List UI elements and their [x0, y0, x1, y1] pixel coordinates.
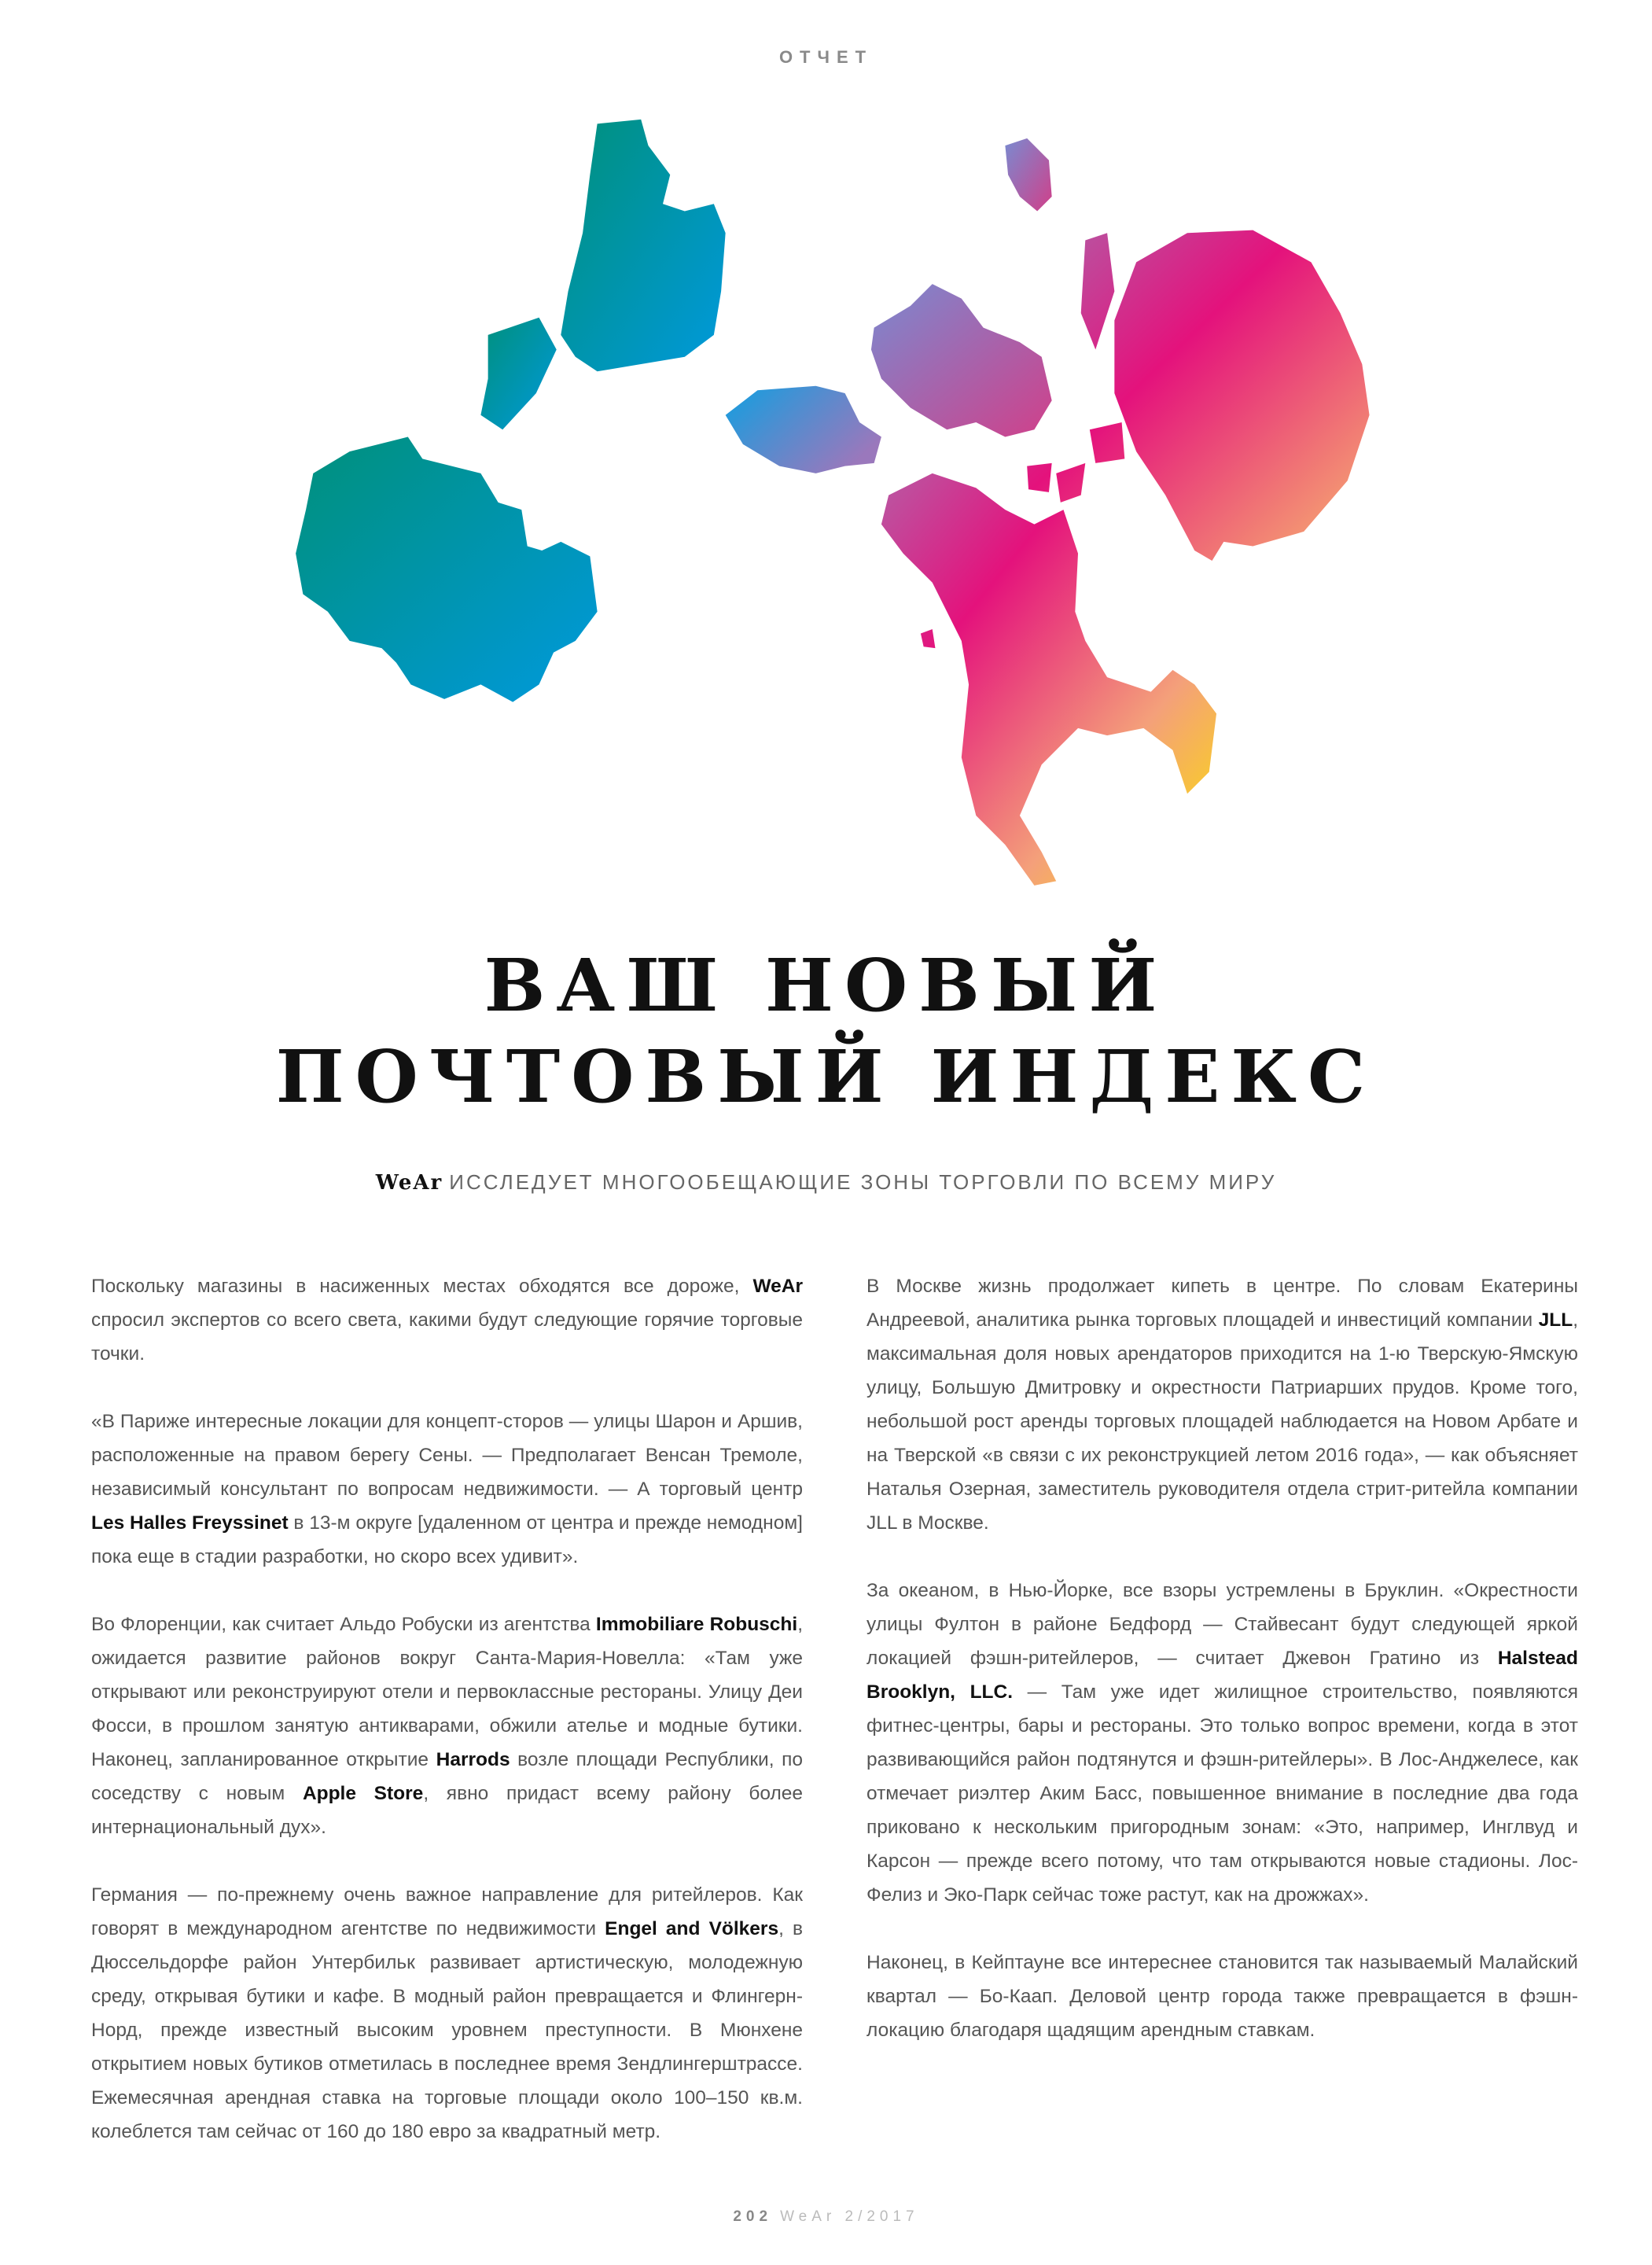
- map-shape-small-north: [1005, 138, 1051, 212]
- subtitle-brand: WeAr: [375, 1171, 443, 1195]
- paragraph-text: За океаном, в Нью-Йорке, все взоры устремлены в Бруклин. «Окрестности улицы Фултон в районе Бедфорд — Стайвесант будут следующей яркой локацией фэшн-ритейлеров, — считает Джевон Гратино из: [866, 1580, 1578, 1669]
- highlighted-name: Harrods: [436, 1749, 510, 1770]
- paragraph-text: в 13-м округе [удаленном от центра и прежде немодном] пока еще в стадии разработки, но скоро всех удивит».: [91, 1512, 803, 1567]
- page-number: 202: [733, 2208, 773, 2225]
- highlighted-name: Apple Store: [302, 1783, 424, 1804]
- paragraph-text: «В Париже интересные локации для концепт-сторов — улицы Шарон и Аршив, расположенные на правом берегу Сены. — Предполагает Венсан Тремоле, независимый консультант по вопросам недвижимости. — А торговый центр: [91, 1411, 803, 1500]
- right-column: [866, 1269, 1578, 2081]
- paragraph: [866, 1574, 1578, 1912]
- highlighted-name: WeAr: [752, 1276, 803, 1297]
- paragraph-text: Германия — по-прежнему очень важное направление для ритейлеров. Как говорят в международном агентстве по недвижимости: [91, 1884, 803, 1939]
- paragraph: [91, 1269, 803, 1371]
- paragraph: [91, 1878, 803, 2149]
- map-shape-blue: [726, 386, 881, 473]
- paragraph-text: спросил экспертов со всего света, какими будут следующие горячие торговые точки.: [91, 1309, 803, 1365]
- highlighted-name: Engel and Völkers: [605, 1918, 779, 1939]
- section-label: ОТЧЕТ: [778, 47, 874, 67]
- highlighted-name: Immobiliare Robuschi: [595, 1614, 798, 1635]
- paragraph-text: — Там уже идет жилищное строительство, появляются фитнес-центры, бары и рестораны. Это только вопрос времени, когда в этот развивающийся район подтянутся и фэшн-ритейлеры». В Лос-Анджелесе, как отмечает риэлтер Аким Басс, повышенное внимание в последние два года приковано к нескольким пригородным зонам: «Это, например, Инглвуд и Карсон — прежде всего потому, что там открываются новые стадионы. Лос-Фелиз и Эко-Парк сейчас тоже растут, как на дрожжах».: [866, 1681, 1578, 1906]
- paragraph-text: Поскольку магазины в насиженных местах обходятся все дороже,: [91, 1276, 753, 1297]
- subtitle-text: ИССЛЕДУЕТ МНОГООБЕЩАЮЩИЕ ЗОНЫ ТОРГОВЛИ ПО ВСЕМУ МИРУ: [449, 1170, 1277, 1194]
- issue-label: WeAr 2/2017: [780, 2208, 919, 2225]
- paragraph: [866, 1946, 1578, 2047]
- highlighted-name: Les Halles Freyssinet: [91, 1512, 289, 1534]
- map-shape-manhattan-bronx: [561, 120, 725, 371]
- paragraph-text: Во Флоренции, как считает Альдо Робуски из агентства: [91, 1614, 596, 1635]
- paragraph-text: , явно придаст всему району более интернациональный дух».: [91, 1783, 803, 1838]
- city-maps-illustration: [0, 0, 1652, 944]
- paragraph: [91, 1405, 803, 1574]
- paragraph-text: возле площади Республики, по соседству с новым: [91, 1749, 803, 1804]
- article-subtitle: [0, 1170, 1652, 1195]
- paragraph-text: Наконец, в Кейптауне все интереснее становится так называемый Малайский квартал — Бо-Каап. Деловой центр города также превращается в фэшн-локацию благодаря щадящим арендным ставкам.: [866, 1952, 1578, 2041]
- map-shape-purple: [871, 284, 1052, 436]
- map-shape-cape: [881, 473, 1216, 886]
- paragraph-text: В Москве жизнь продолжает кипеть в центре. По словам Екатерины Андреевой, аналитика рынка торговых площадей и инвестиций компании: [866, 1276, 1578, 1331]
- paragraph: [866, 1269, 1578, 1540]
- paragraph-text: , максимальная доля новых арендаторов приходится на 1-ю Тверскую-Ямскую улицу, Большую Дмитровку и окрестности Патриарших прудов. Кроме того, небольшой рост аренды торговых площадей наблюдается на Новом Арбате и на Тверской «в связи с их реконструкцией летом 2016 года», — как объясняет Наталья Озерная, заместитель руководителя отдела стрит-ритейла компании JLL в Москве.: [866, 1309, 1578, 1534]
- highlighted-name: Halstead Brooklyn, LLC.: [866, 1648, 1578, 1703]
- map-shape-oval: [1027, 230, 1369, 561]
- title-line: ПОЧТОВЫЙ ИНДЕКС: [275, 1034, 1377, 1119]
- map-shape-west-city: [296, 437, 598, 702]
- map-shape-staten: [480, 318, 556, 430]
- paragraph-text: , ожидается развитие районов вокруг Санта-Мария-Новелла: «Там уже открывают или реконструируют отели и первоклассные рестораны. Улицу Деи Фосси, в прошлом занятую антикварами, обжили ателье и модные бутики. Наконец, запланированное открытие: [91, 1614, 803, 1770]
- paragraph: [91, 1608, 803, 1844]
- highlighted-name: JLL: [1538, 1309, 1573, 1331]
- paragraph-text: , в Дюссельдорфе район Унтербильк развивает артистическую, молодежную среду, открывая бутики и кафе. В модный район превращается и Флингерн-Норд, прежде известный высоким уровнем преступности. В Мюнхене открытием новых бутиков отметилась в последнее время Зендлингерштрассе. Ежемесячная арендная ставка на торговые площади около 100–150 кв.м. колеблется там сейчас от 160 до 180 евро за квадратный метр.: [91, 1918, 803, 2142]
- page-footer: [0, 2208, 1652, 2226]
- article-title: [0, 940, 1652, 1122]
- title-line: ВАШ НОВЫЙ: [484, 943, 1168, 1028]
- left-column: [91, 1269, 803, 2182]
